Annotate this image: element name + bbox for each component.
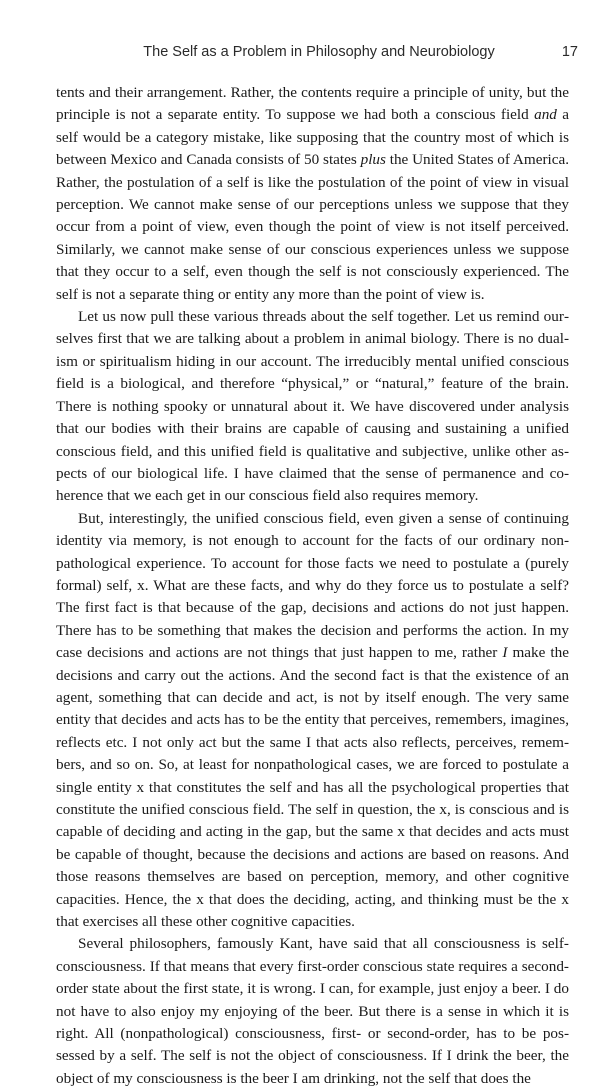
body-text: [56, 82, 569, 1090]
paragraph: Several philosophers, famously Kant, have said that all consciousness is self-consciousness. If that means that every first-order conscious state requires a second-order state about the first state, it is wrong. I can, for example, just enjoy a beer. I do not have to also enjoy my enjoying of the beer. But there is a sense in which it is right. All (nonpathological) consciousness, first- or second-order, has to be possessed by a self. The self is not the object of consciousness. If I drink the beer, the object of my consciousness is the beer I am drinking, not the self that does the: [56, 935, 569, 1087]
page-number: 17: [561, 44, 578, 60]
running-title: The Self as a Problem in Philosophy and Neurobiology: [143, 44, 495, 60]
paragraph: Let us now pull these various threads about the self together. Let us remind ourselves first that we are talking about a problem in animal biology. There is no dualism or spiritualism hiding in our account. The irreducibly mental unified conscious field is a biological, and therefore “physical,” or “natural,” feature of the brain. There is nothing spooky or unnatural about it. We have discovered under analysis that our bodies with their brains are capable of causing and sustaining a unified conscious field, and this unified field is qualitative and subjective, unlike other aspects of our biological life. I have claimed that the sense of permanence and coherence that we each get in our conscious field also requires memory.: [56, 308, 569, 505]
paragraph: But, interestingly, the unified conscious field, even given a sense of continuing identity via memory, is not enough to account for the facts of our ordinary nonpathological experience. To account for those facts we need to postulate a (purely formal) self, x. What are these facts, and why do they force us to postulate a self? The first fact is that because of the gap, decisions and actions do not just happen. There has to be something that makes the decision and performs the action. In my case decisions and actions are not things that just happen to me, rather I make the decisions and carry out the actions. And the second fact is that the existence of an agent, something that can decide and act, is not by itself enough. The very same entity that decides and acts has to be the entity that perceives, remembers, imagines, reflects etc. I not only act but the same I that acts also reflects, perceives, remembers, and so on. So, at least for nonpathological cases, we are forced to postulate a single entity x that constitutes the self and has all the psychological properties that constitute the unified conscious field. The self in question, the x, is conscious and is capable of deciding and acting in the gap, but the same x that decides and acts must be capable of thought, because the decisions and actions are based on reasons. And those reasons themselves are based on perception, memory, and other cognitive capacities. Hence, the x that does the deciding, acting, and thinking must be the x that exercises all these other cognitive capacities.: [56, 509, 569, 931]
paragraph: tents and their arrangement. Rather, the contents require a principle of unity, but the principle is not a separate entity. To suppose we had both a conscious field and a self would be a category mistake, like supposing that the country most of which is between Mexico and Canada consists of 50 states plus the United States of America. Rather, the postulation of a self is like the postulation of the point of view in visual perception. We cannot make sense of our perceptions unless we suppose that they occur from a point of view, even though the point of view is not itself perceived. Similarly, we cannot make sense of our conscious experiences unless we suppose that they occur to a self, even though the self is not consciously experienced. The self is not a separate thing or entity any more than the point of view is.: [56, 84, 570, 303]
running-header: [60, 44, 578, 66]
